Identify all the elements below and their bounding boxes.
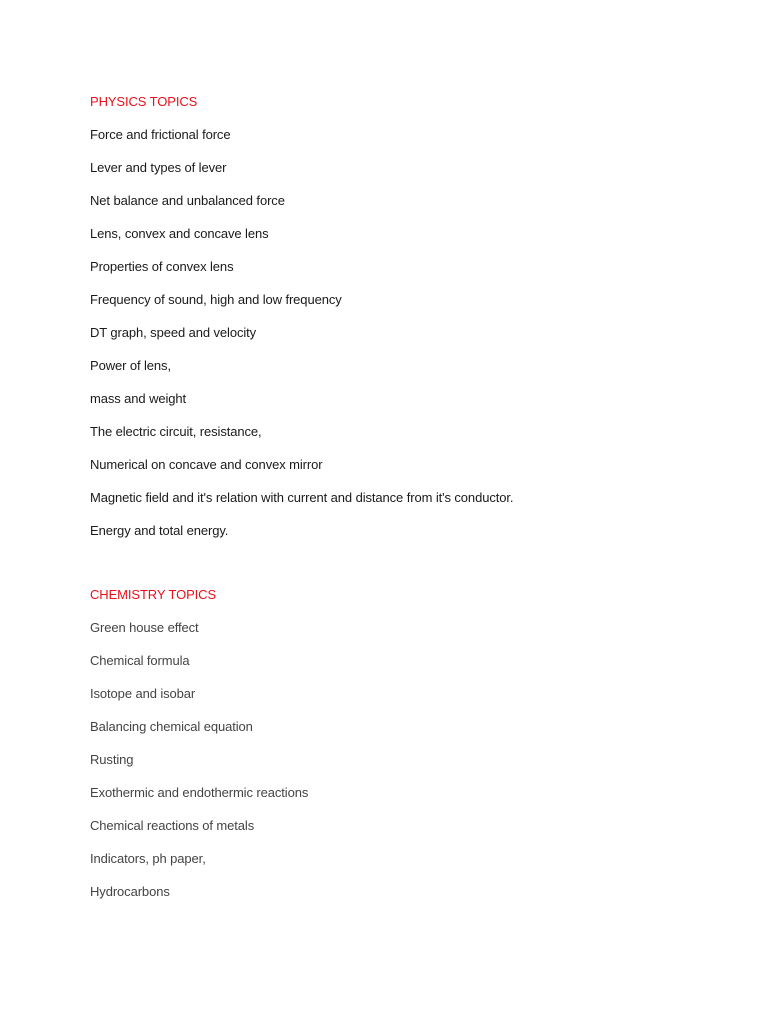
physics-topic-item: Properties of convex lens [90, 259, 234, 274]
chemistry-topics-section [90, 585, 730, 915]
physics-topic-item: mass and weight [90, 391, 187, 406]
physics-topic-item: Net balance and unbalanced force [90, 193, 285, 208]
physics-topic-item: Lever and types of lever [90, 160, 227, 175]
physics-topic-item: Force and frictional force [90, 127, 231, 142]
chemistry-topic-item: Balancing chemical equation [90, 719, 253, 734]
chemistry-topic-item: Chemical formula [90, 653, 190, 668]
chemistry-topic-item: Green house effect [90, 620, 199, 635]
chemistry-topic-item: Chemical reactions of metals [90, 818, 255, 833]
physics-topic-item: Frequency of sound, high and low frequency [90, 292, 342, 307]
physics-topic-item: Lens, convex and concave lens [90, 226, 269, 241]
chemistry-topic-item: Isotope and isobar [90, 686, 196, 701]
chemistry-topic-item: Rusting [90, 752, 134, 767]
physics-topics-heading: PHYSICS TOPICS [90, 94, 198, 109]
chemistry-topic-item: Exothermic and endothermic reactions [90, 785, 309, 800]
physics-topic-item: The electric circuit, resistance, [90, 424, 262, 439]
physics-topics-section [90, 92, 730, 554]
physics-topic-item: Power of lens, [90, 358, 171, 373]
physics-topic-item: DT graph, speed and velocity [90, 325, 257, 340]
chemistry-topic-item: Hydrocarbons [90, 884, 170, 899]
physics-topic-item: Magnetic field and it's relation with current and distance from it's conductor. [90, 490, 514, 505]
physics-topic-item: Numerical on concave and convex mirror [90, 457, 323, 472]
chemistry-topics-heading: CHEMISTRY TOPICS [90, 587, 217, 602]
chemistry-topic-item: Indicators, ph paper, [90, 851, 206, 866]
physics-topic-item: Energy and total energy. [90, 523, 229, 538]
